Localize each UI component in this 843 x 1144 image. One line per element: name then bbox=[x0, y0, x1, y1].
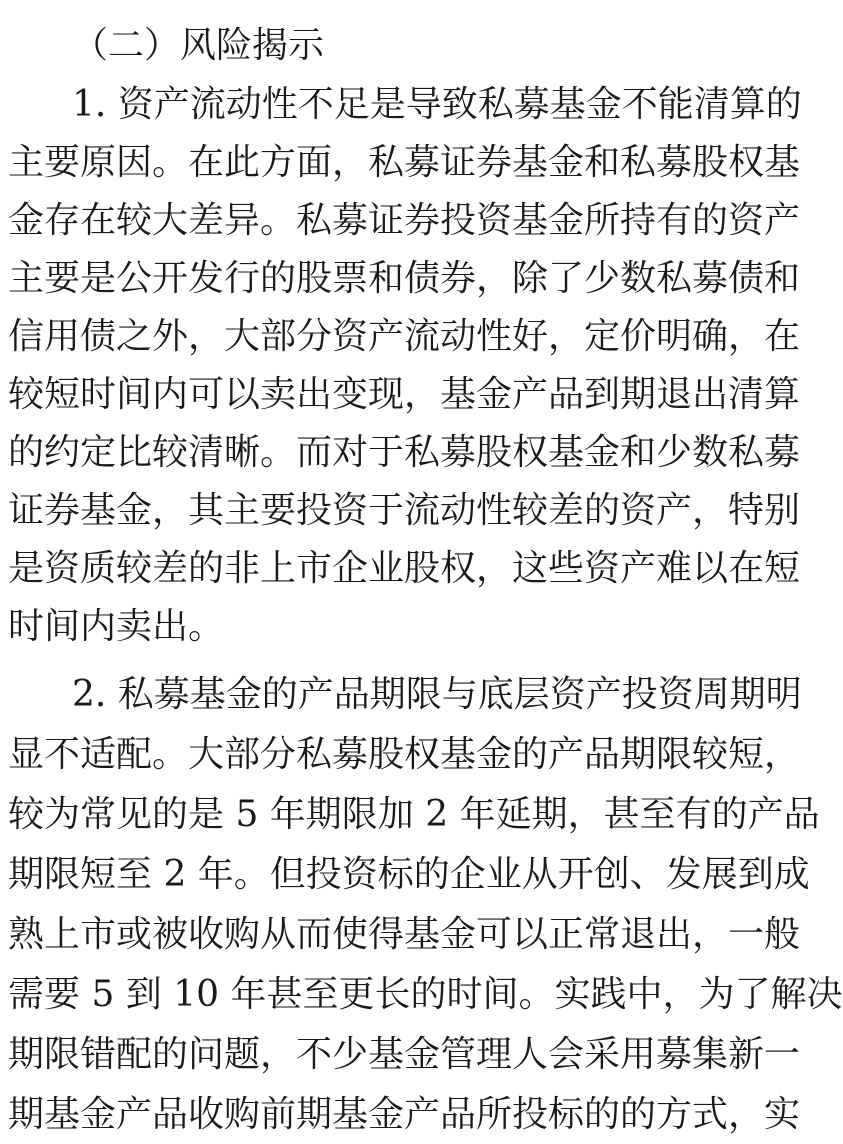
section-heading: （二）风险揭示 bbox=[72, 25, 325, 66]
paragraph-line: 期限短至 2 年。但投资标的企业从开创、发展到成 bbox=[8, 854, 810, 895]
paragraph-line: 金存在较大差异。私募证券投资基金所持有的资产 bbox=[8, 200, 801, 241]
paragraph-line: 显不适配。大部分私募股权基金的产品期限较短， bbox=[8, 734, 801, 775]
paragraph-line: 较为常见的是 5 年期限加 2 年延期，甚至有的产品 bbox=[8, 794, 820, 835]
paragraph-line: 的约定比较清晰。而对于私募股权基金和少数私募 bbox=[8, 432, 801, 473]
paragraph-line: 证券基金，其主要投资于流动性较差的资产，特别 bbox=[8, 490, 801, 531]
paragraph-line: 需要 5 到 10 年甚至更长的时间。实践中，为了解决 bbox=[8, 974, 843, 1015]
paragraph-line: 时间内卖出。 bbox=[8, 606, 225, 647]
paragraph-line: 主要是公开发行的股票和债券，除了少数私募债和 bbox=[8, 258, 801, 299]
paragraph-line: 1. 资产流动性不足是导致私募基金不能清算的 bbox=[72, 84, 802, 125]
paragraph-line: 是资质较差的非上市企业股权，这些资产难以在短 bbox=[8, 548, 801, 589]
paragraph-line: 熟上市或被收购从而使得基金可以正常退出，一般 bbox=[8, 914, 801, 955]
paragraph-line: 主要原因。在此方面，私募证券基金和私募股权基 bbox=[8, 142, 801, 183]
paragraph-line: 较短时间内可以卖出变现，基金产品到期退出清算 bbox=[8, 374, 801, 415]
paragraph-line: 信用债之外，大部分资产流动性好，定价明确，在 bbox=[8, 316, 801, 357]
paragraph-line: 期基金产品收购前期基金产品所投标的的方式，实 bbox=[8, 1094, 801, 1135]
paragraph-line: 2. 私募基金的产品期限与底层资产投资周期明 bbox=[72, 674, 802, 715]
paragraph-line: 期限错配的问题，不少基金管理人会采用募集新一 bbox=[8, 1034, 801, 1075]
